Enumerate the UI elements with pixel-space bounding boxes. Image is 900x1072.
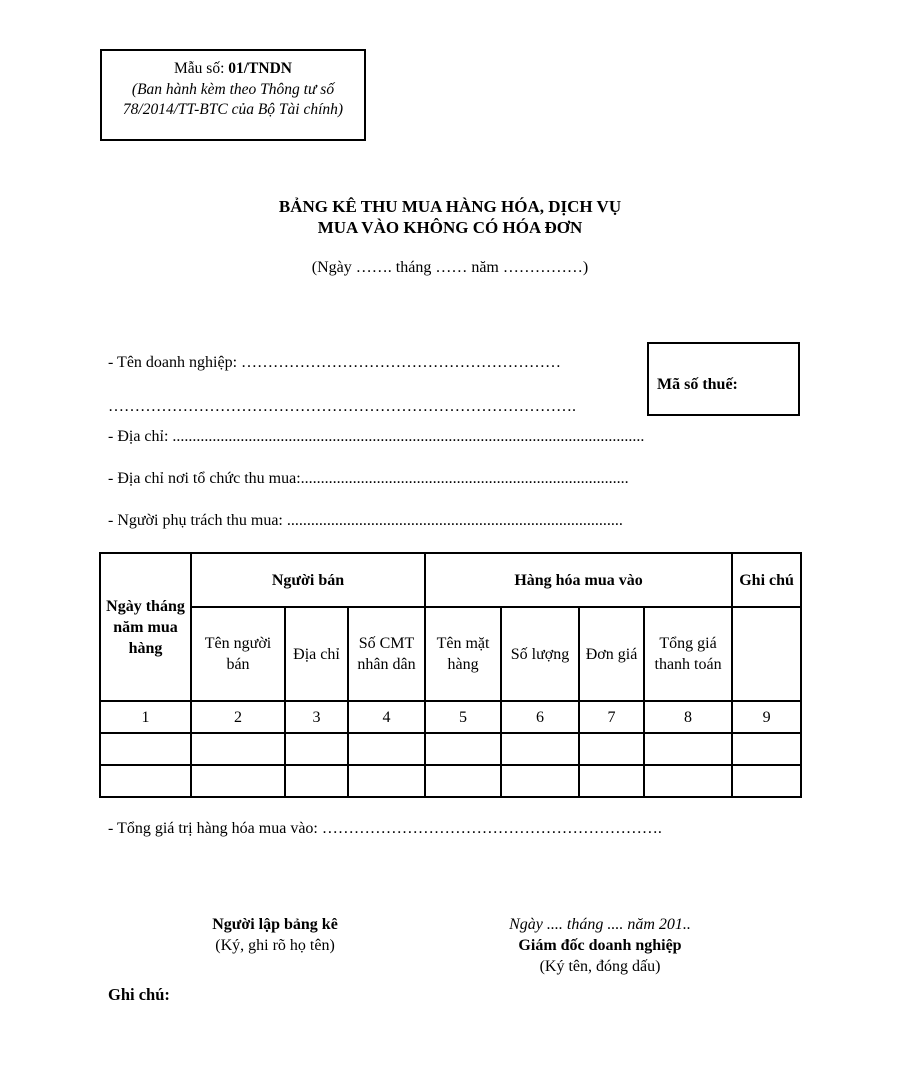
company-name-field-continued[interactable]: …………………………………………………………………………….	[108, 398, 576, 415]
column-number: 4	[348, 701, 425, 733]
total-goods-value-field[interactable]: - Tổng giá trị hàng hóa mua vào: ……………………………………………………….	[108, 820, 662, 837]
company-name-field[interactable]: - Tên doanh nghiệp: ……………………………………………………	[108, 354, 562, 371]
table-cell[interactable]	[100, 733, 191, 765]
table-cell[interactable]	[579, 733, 644, 765]
table-cell[interactable]	[285, 765, 348, 797]
table-cell[interactable]	[348, 765, 425, 797]
tax-code-box[interactable]	[647, 342, 800, 416]
preparer-signature-block	[150, 914, 400, 956]
purchase-manager-field[interactable]: - Người phụ trách thu mua: ....................................................................................	[108, 512, 623, 529]
column-number: 5	[425, 701, 501, 733]
column-number: 2	[191, 701, 285, 733]
table-cell[interactable]	[501, 733, 579, 765]
table-row	[100, 733, 801, 765]
table-cell[interactable]	[191, 765, 285, 797]
director-title: Giám đốc doanh nghiệp	[518, 937, 682, 954]
form-regulation-note: (Ban hành kèm theo Thông tư số 78/2014/TT-BTC của Bộ Tài chính)	[122, 80, 344, 118]
preparer-sign-note: (Ký, ghi rõ họ tên)	[215, 937, 335, 954]
purchase-table	[99, 552, 802, 798]
table-cell[interactable]	[348, 733, 425, 765]
header-quantity: Số lượng	[501, 607, 579, 701]
table-row	[100, 765, 801, 797]
table-cell[interactable]	[191, 733, 285, 765]
table-cell[interactable]	[100, 765, 191, 797]
form-number-line	[102, 59, 364, 80]
header-notes: Ghi chú	[732, 553, 801, 607]
header-item-name: Tên mặt hàng	[425, 607, 501, 701]
purchase-location-field[interactable]: - Địa chỉ nơi tổ chức thu mua:..................................................................................	[108, 470, 629, 487]
header-seller-group: Người bán	[191, 553, 425, 607]
table-cell[interactable]	[732, 765, 801, 797]
column-number: 9	[732, 701, 801, 733]
title-line-2: MUA VÀO KHÔNG CÓ HÓA ĐƠN	[317, 218, 583, 237]
header-total-payment: Tổng giá thanh toán	[644, 607, 732, 701]
notes-label: Ghi chú:	[108, 985, 170, 1004]
table-cell[interactable]	[425, 765, 501, 797]
director-signature-block	[470, 914, 730, 977]
table-cell[interactable]	[285, 733, 348, 765]
form-number-label: Mẫu số:	[174, 60, 229, 77]
column-number-row	[100, 701, 801, 733]
document-title	[0, 196, 900, 238]
table-cell[interactable]	[425, 733, 501, 765]
table-cell[interactable]	[644, 765, 732, 797]
table-cell[interactable]	[501, 765, 579, 797]
header-unit-price: Đơn giá	[579, 607, 644, 701]
column-number: 6	[501, 701, 579, 733]
column-number: 7	[579, 701, 644, 733]
header-seller-address: Địa chỉ	[285, 607, 348, 701]
table-cell[interactable]	[644, 733, 732, 765]
signature-date: Ngày .... tháng .... năm 201..	[509, 916, 691, 933]
header-seller-id-number: Số CMT nhân dân	[348, 607, 425, 701]
column-number: 3	[285, 701, 348, 733]
preparer-title: Người lập bảng kê	[212, 916, 338, 933]
form-number: 01/TNDN	[228, 60, 292, 77]
address-field[interactable]: - Địa chỉ: ......................................................................................................................	[108, 428, 645, 445]
title-line-1: BẢNG KÊ THU MUA HÀNG HÓA, DỊCH VỤ	[278, 197, 622, 216]
document-date-line: (Ngày ……. tháng …… năm ……………)	[311, 259, 589, 276]
header-notes-empty	[732, 607, 801, 701]
form-number-box	[100, 49, 366, 141]
header-goods-group: Hàng hóa mua vào	[425, 553, 732, 607]
tax-code-label: Mã số thuế:	[657, 376, 738, 393]
table-cell[interactable]	[732, 733, 801, 765]
column-number: 1	[100, 701, 191, 733]
column-number: 8	[644, 701, 732, 733]
table-cell[interactable]	[579, 765, 644, 797]
header-purchase-date: Ngày tháng năm mua hàng	[100, 553, 191, 701]
director-sign-note: (Ký tên, đóng dấu)	[539, 958, 661, 975]
header-seller-name: Tên người bán	[191, 607, 285, 701]
